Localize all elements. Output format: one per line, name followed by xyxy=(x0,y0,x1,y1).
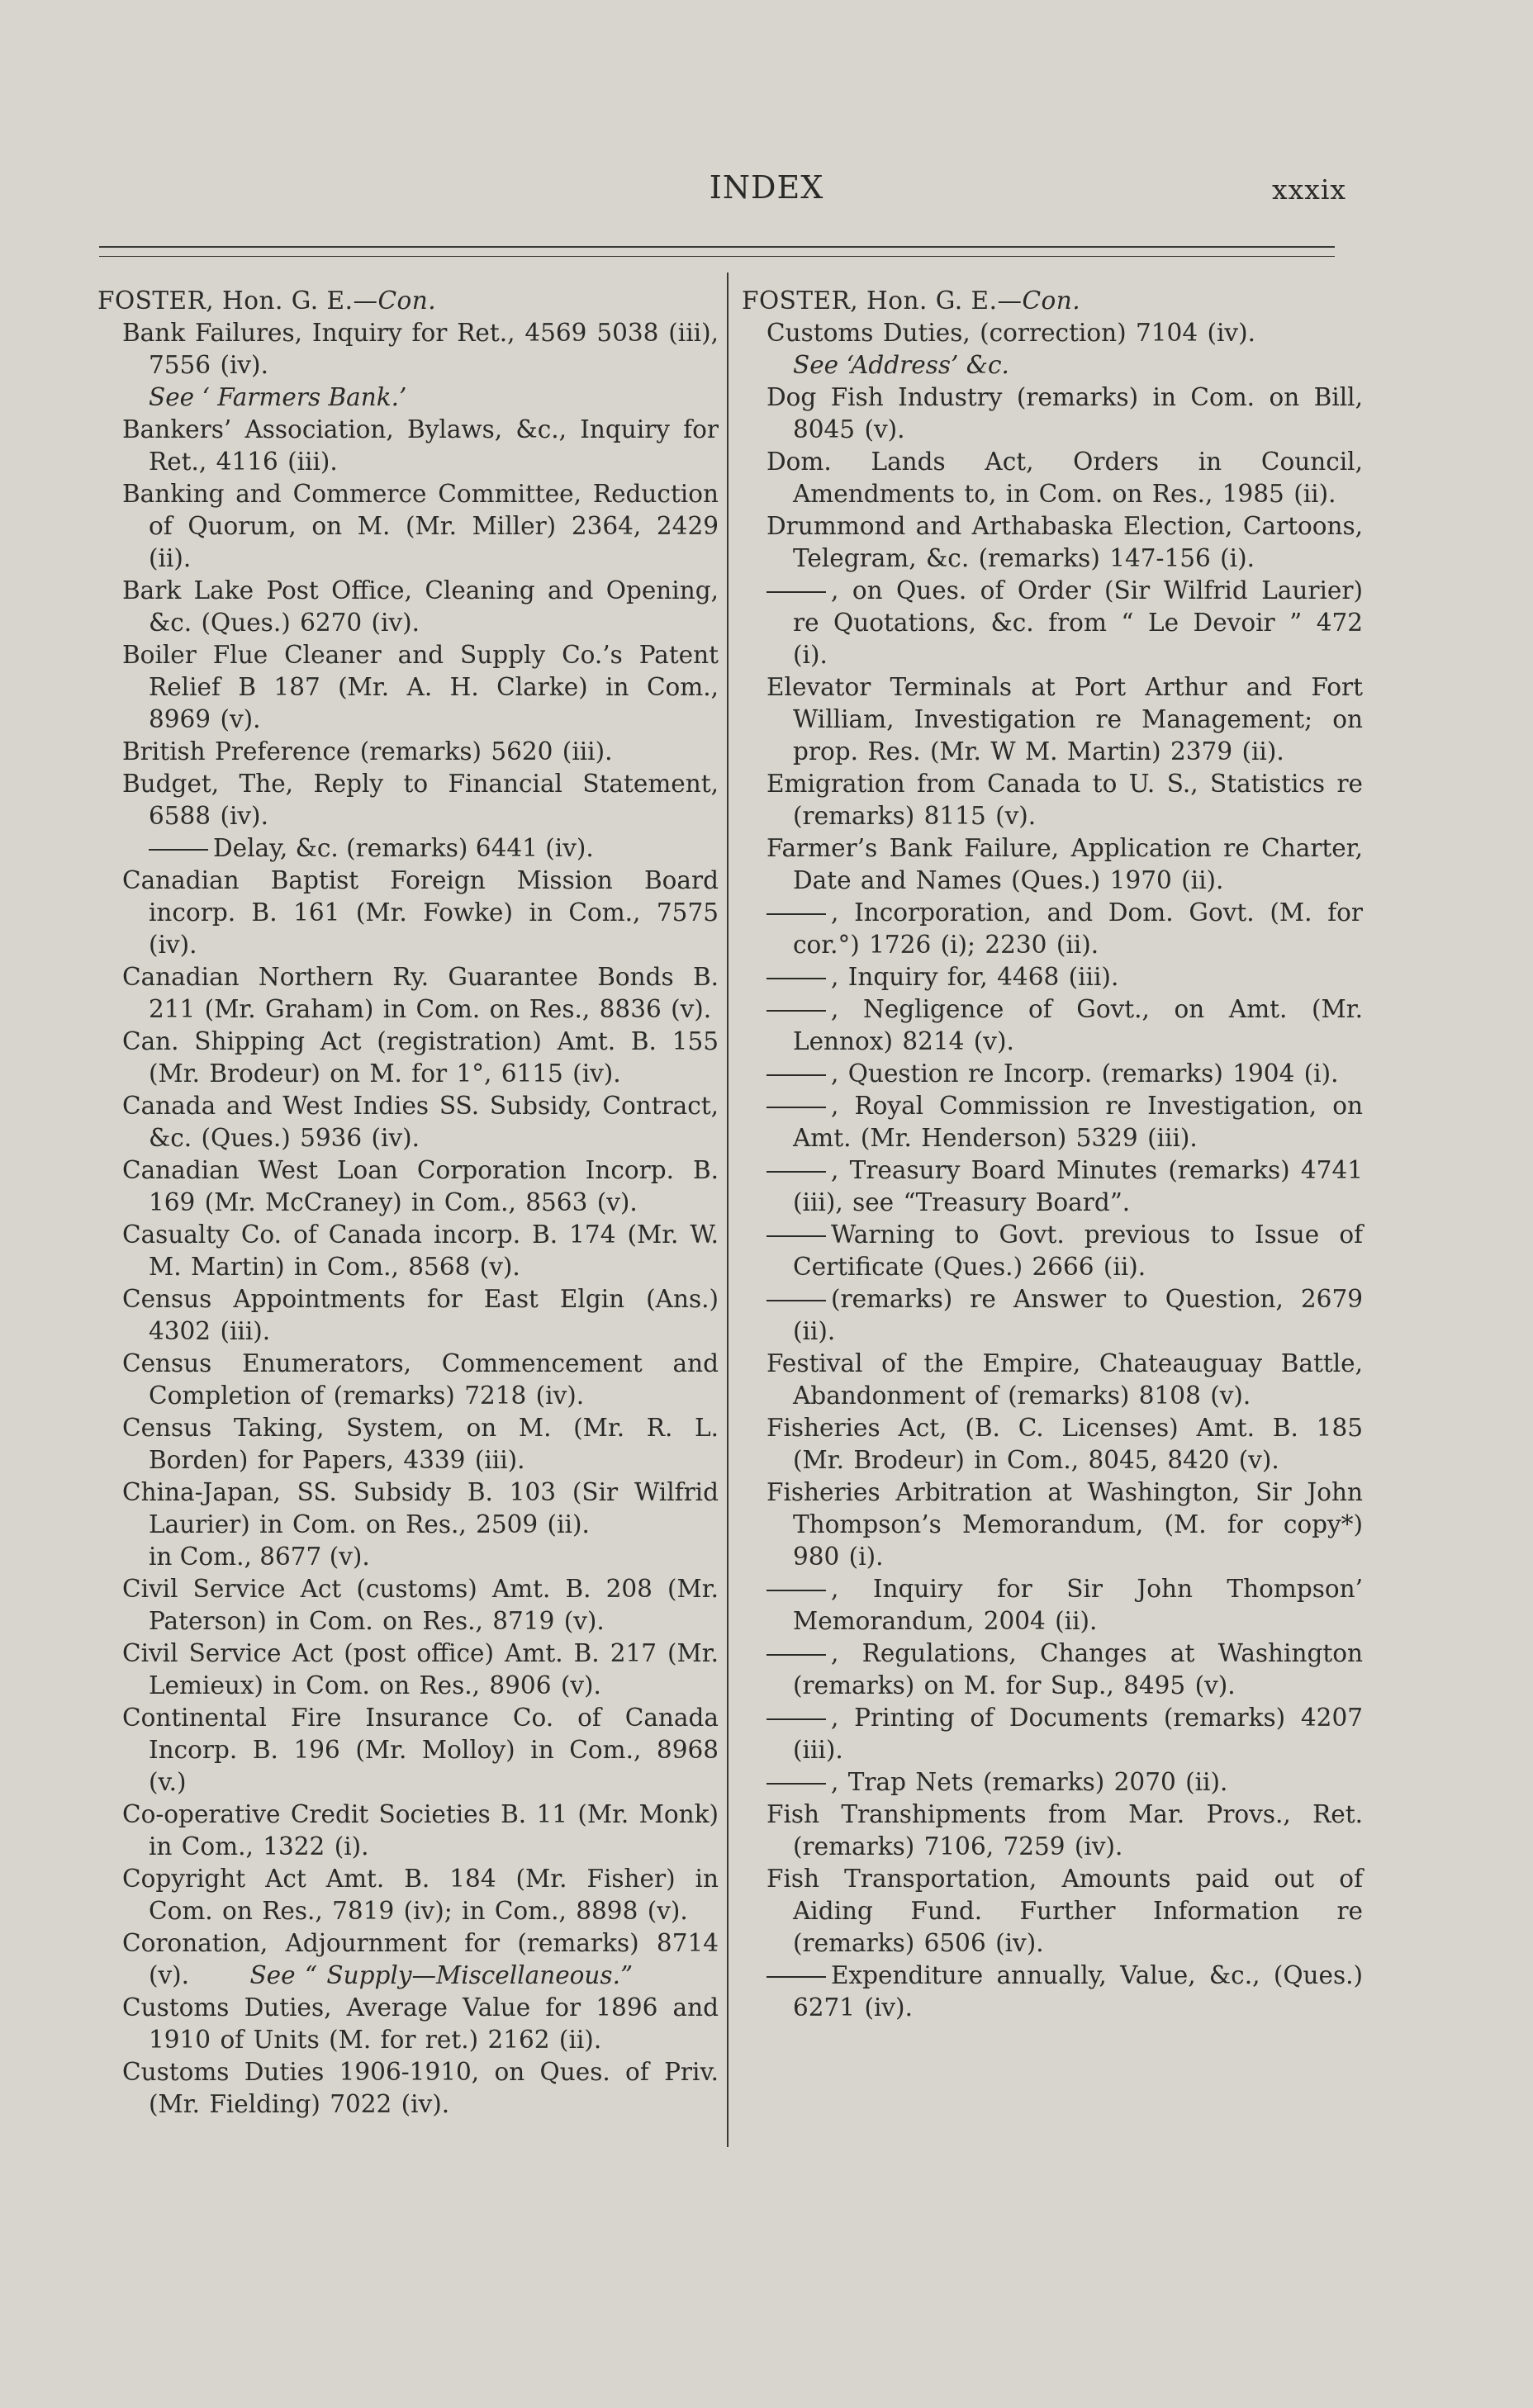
index-entry: Civil Service Act (post office) Amt. B. 217 (Mr. Lemieux) in Com. on Res., 8906 (v). xyxy=(122,1639,719,1699)
repeat-dash xyxy=(766,978,826,979)
right-heading xyxy=(742,285,1363,317)
index-entry: Farmer’s Bank Failure, Application re Charter, Date and Names (Ques.) 1970 (ii). xyxy=(766,834,1363,894)
index-entry: Census Taking, System, on M. (Mr. R. L. Borden) for Papers, 4339 (iii). xyxy=(122,1414,719,1474)
index-entry: Customs Duties 1906-1910, on Ques. of Priv. (Mr. Fielding) 7022 (iv). xyxy=(122,2058,719,2118)
left-heading xyxy=(97,285,719,317)
index-entry xyxy=(742,993,1363,1058)
repeat-dash xyxy=(766,1590,826,1591)
index-sub-entry xyxy=(97,832,719,865)
right-heading-name: FOSTER, Hon. G. E.— xyxy=(742,287,1023,315)
index-entry: Census Appointments for East Elgin (Ans.) 4302 (iii). xyxy=(122,1285,719,1345)
repeat-dash xyxy=(766,1235,826,1237)
right-column xyxy=(742,285,1363,2024)
index-entry: Canada and West Indies SS. Subsidy, Contract, &c. (Ques.) 5936 (iv). xyxy=(122,1092,719,1152)
index-entry: Banking and Commerce Committee, Reduction of Quorum, on M. (Mr. Miller) 2364, 2429 (ii). xyxy=(122,480,719,572)
entry-text: Expenditure annually, Value, &c., (Ques.) 6271 (iv). xyxy=(793,1961,1363,2022)
entry-text: , Trap Nets (remarks) 2070 (ii). xyxy=(831,1768,1228,1796)
index-entry xyxy=(97,1927,719,1992)
index-entry: Census Enumerators, Commencement and Completion of (remarks) 7218 (iv). xyxy=(122,1349,719,1410)
index-entry: Customs Duties, (correction) 7104 (iv). xyxy=(766,319,1255,347)
cross-reference-text: See ‘Address’ &c. xyxy=(793,351,1009,379)
entry-text: , Printing of Documents (remarks) 4207 (iii). xyxy=(793,1704,1363,1764)
entry-text: , Treasury Board Minutes (remarks) 4741 (iii), see “Treasury Board”. xyxy=(793,1156,1363,1216)
index-entry xyxy=(742,1090,1363,1154)
index-entry: Fish Transportation, Amounts paid out of Aiding Fund. Further Information re (remarks) 6506 (iv). xyxy=(766,1865,1363,1957)
index-entry: Emigration from Canada to U. S., Statistics re (remarks) 8115 (v). xyxy=(766,770,1363,830)
entry-text: , Incorporation, and Dom. Govt. (M. for cor.°) 1726 (i); 2230 (ii). xyxy=(793,898,1363,959)
index-entry: Fisheries Act, (B. C. Licenses) Amt. B. 185 (Mr. Brodeur) in Com., 8045, 8420 (v). xyxy=(766,1414,1363,1474)
right-heading-con: Con. xyxy=(1022,287,1081,315)
index-entry: Canadian West Loan Corporation Incorp. B. 169 (Mr. McCraney) in Com., 8563 (v). xyxy=(122,1156,719,1216)
index-entry xyxy=(742,1766,1363,1799)
index-entry xyxy=(742,1283,1363,1348)
index-entry: Drummond and Arthabaska Election, Cartoons, Telegram, &c. (remarks) 147-156 (i). xyxy=(766,512,1363,572)
repeat-dash xyxy=(766,913,826,915)
entry-text: Coronation, Adjournment for (remarks) 8714 (v). xyxy=(122,1929,719,1989)
index-entry xyxy=(742,1960,1363,2024)
index-entry xyxy=(742,1219,1363,1283)
index-entry: Copyright Act Amt. B. 184 (Mr. Fisher) in Com. on Res., 7819 (iv); in Com., 8898 (v). xyxy=(122,1865,719,1925)
index-entry: China-Japan, SS. Subsidy B. 103 (Sir Wilfrid Laurier) in Com. on Res., 2509 (ii). xyxy=(122,1478,719,1538)
repeat-dash xyxy=(149,849,208,851)
index-entry: Bankers’ Association, Bylaws, &c., Inquiry for Ret., 4116 (iii). xyxy=(122,415,719,476)
index-entry: British Preference (remarks) 5620 (iii). xyxy=(122,737,613,766)
cross-reference xyxy=(742,349,1363,382)
entry-text: , Regulations, Changes at Washington (remarks) on M. for Sup., 8495 (v). xyxy=(793,1639,1363,1699)
index-entry: Continental Fire Insurance Co. of Canada Incorp. B. 196 (Mr. Molloy) in Com., 8968 (v.) xyxy=(122,1704,719,1796)
index-entry xyxy=(742,1154,1363,1219)
index-entry: Bark Lake Post Office, Cleaning and Opening, &c. (Ques.) 6270 (iv). xyxy=(122,576,719,637)
entry-text: Warning to Govt. previous to Issue of Certificate (Ques.) 2666 (ii). xyxy=(793,1221,1363,1281)
index-entry: Customs Duties, Average Value for 1896 and 1910 of Units (M. for ret.) 2162 (ii). xyxy=(122,1993,719,2054)
index-entry: Dom. Lands Act, Orders in Council, Amendments to, in Com. on Res., 1985 (ii). xyxy=(766,448,1363,508)
index-entry: Boiler Flue Cleaner and Supply Co.’s Patent Relief B 187 (Mr. A. H. Clarke) in Com., 8969 (v). xyxy=(122,641,719,733)
repeat-dash xyxy=(766,1783,826,1785)
entry-text: , Royal Commission re Investigation, on Amt. (Mr. Henderson) 5329 (iii). xyxy=(793,1092,1363,1152)
index-entry: Budget, The, Reply to Financial Statement, 6588 (iv). xyxy=(122,770,719,830)
repeat-dash xyxy=(766,1718,826,1720)
index-entry: Casualty Co. of Canada incorp. B. 174 (Mr. W. M. Martin) in Com., 8568 (v). xyxy=(122,1221,719,1281)
repeat-dash xyxy=(766,1300,826,1301)
index-entry xyxy=(742,575,1363,671)
index-entry xyxy=(742,1638,1363,1702)
header-rule-thin xyxy=(99,256,1335,257)
index-entry: Elevator Terminals at Port Arthur and Fort William, Investigation re Management; on prop. Res. (Mr. W M. Martin) 2379 (ii). xyxy=(766,673,1363,766)
column-divider xyxy=(727,273,729,2147)
left-heading-name: FOSTER, Hon. G. E.— xyxy=(97,287,378,315)
index-entry xyxy=(742,897,1363,961)
entry-text: , Question re Incorp. (remarks) 1904 (i). xyxy=(831,1059,1339,1088)
index-entry: Civil Service Act (customs) Amt. B. 208 (Mr. Paterson) in Com. on Res., 8719 (v). xyxy=(122,1575,719,1635)
index-entry xyxy=(742,1058,1363,1090)
index-entry: Can. Shipping Act (registration) Amt. B. 155 (Mr. Brodeur) on M. for 1°, 6115 (iv). xyxy=(122,1027,719,1088)
index-entry: Festival of the Empire, Chateauguay Battle, Abandonment of (remarks) 8108 (v). xyxy=(766,1349,1363,1410)
repeat-dash xyxy=(766,591,826,593)
index-entry: Canadian Baptist Foreign Mission Board incorp. B. 161 (Mr. Fowke) in Com., 7575 (iv). xyxy=(122,866,719,959)
entry-text: , on Ques. of Order (Sir Wilfrid Laurier) re Quotations, &c. from “ Le Devoir ” 472 (i). xyxy=(793,576,1363,669)
cross-reference-text: See ‘ Farmers Bank.’ xyxy=(149,383,407,411)
entry-text: (remarks) re Answer to Question, 2679 (ii). xyxy=(793,1285,1363,1345)
repeat-dash xyxy=(766,1171,826,1173)
index-entry: Bank Failures, Inquiry for Ret., 4569 5038 (iii), 7556 (iv). xyxy=(122,319,719,379)
index-entry: Co-operative Credit Societies B. 11 (Mr. Monk) in Com., 1322 (i). xyxy=(122,1800,719,1861)
running-title: INDEX xyxy=(709,169,824,206)
repeat-dash xyxy=(766,1074,826,1076)
repeat-dash xyxy=(766,1107,826,1108)
left-column xyxy=(97,285,719,2121)
sub-entry-text: Delay, &c. (remarks) 6441 (iv). xyxy=(213,834,594,862)
index-entry xyxy=(742,1573,1363,1638)
repeat-dash xyxy=(766,1010,826,1012)
index-entry: Fisheries Arbitration at Washington, Sir John Thompson’s Memorandum, (M. for copy*) 980 (i). xyxy=(766,1478,1363,1571)
repeat-dash xyxy=(766,1654,826,1656)
index-entry xyxy=(742,1702,1363,1766)
entry-text: , Inquiry for, 4468 (iii). xyxy=(831,963,1119,991)
index-entry: Canadian Northern Ry. Guarantee Bonds B. 211 (Mr. Graham) in Com. on Res., 8836 (v). xyxy=(122,963,719,1023)
entry-text: , Inquiry for Sir John Thompson’ Memorandum, 2004 (ii). xyxy=(793,1575,1363,1635)
header-rule xyxy=(99,246,1335,248)
page-number: xxxix xyxy=(1272,173,1346,206)
cross-reference-text: See “ Supply—Miscellaneous.” xyxy=(249,1961,634,1989)
index-entry: Fish Transhipments from Mar. Provs., Ret. (remarks) 7106, 7259 (iv). xyxy=(766,1800,1363,1861)
repeat-dash xyxy=(766,1976,826,1978)
left-heading-con: Con. xyxy=(377,287,437,315)
index-sub-entry: in Com., 8677 (v). xyxy=(149,1543,370,1571)
cross-reference xyxy=(97,382,719,414)
index-entry: Dog Fish Industry (remarks) in Com. on Bill, 8045 (v). xyxy=(766,383,1363,443)
index-entry xyxy=(742,961,1363,993)
entry-text: , Negligence of Govt., on Amt. (Mr. Lennox) 8214 (v). xyxy=(793,995,1363,1055)
